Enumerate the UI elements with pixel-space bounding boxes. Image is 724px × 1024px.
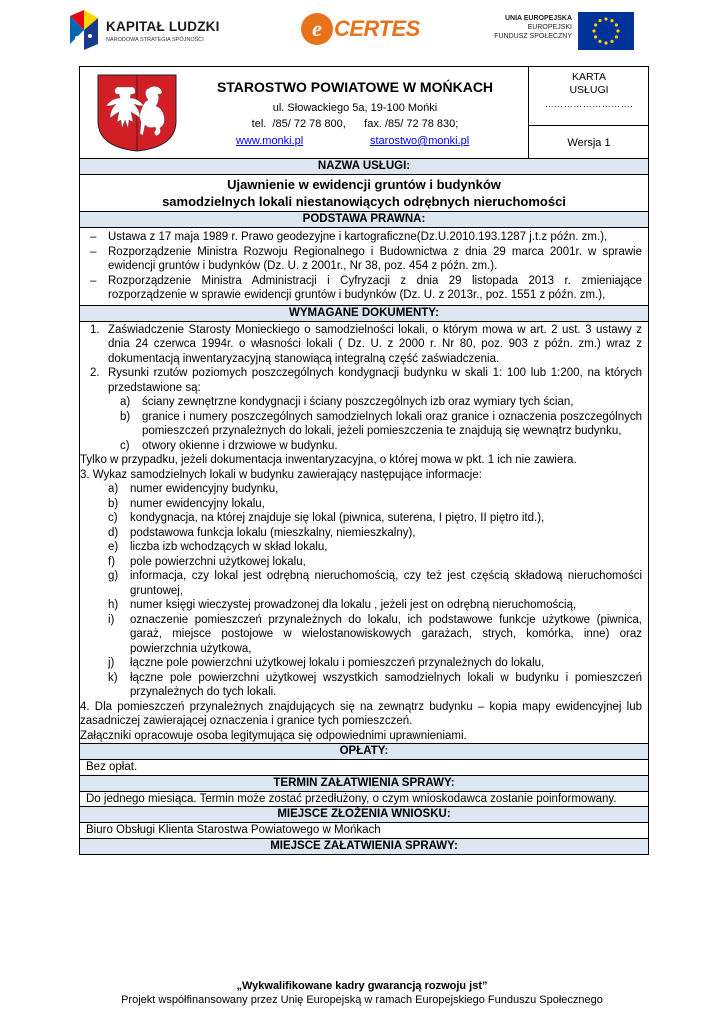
list-item: h) numer księgi wieczystej prowadzonej dla lokalu , jeżeli jest on odrębną nieruchomością, — [108, 599, 577, 611]
premises-info-list — [86, 482, 642, 700]
submission-text: Biuro Obsługi Klienta Starostwa Powiatowego w Mońkach — [79, 823, 649, 838]
documents-heading: WYMAGANE DOKUMENTY: — [79, 305, 649, 322]
deadline-text: Do jednego miesiąca. Termin może zostać przedłużony, o czym wnioskodawca zostanie poinformowany. — [79, 792, 649, 807]
drawings-list — [86, 395, 642, 453]
card-label: KARTA USŁUGI — [569, 71, 609, 96]
list-item: – Ustawa z 17 maja 1989 r. Prawo geodezyjne i kartograficzne(Dz.U.2010.193.1287 j.t.z późn. zm.), — [86, 230, 642, 245]
kapital-ludzki-mark-icon — [68, 8, 102, 52]
legal-basis-list — [86, 228, 642, 305]
legal-basis-heading: PODSTAWA PRAWNA: — [79, 211, 649, 228]
list-item: b) numer ewidencyjny lokalu, — [108, 497, 265, 510]
list-item: – Rozporządzenie Ministra Administracji i Cyfryzacji z dnia 29 listopada 2013 r. zmieniające rozporządzenie w sprawie ewidencji gruntów i budynków (Dz. U. z 2013r., poz. 1551 z późn. zm.), — [86, 274, 642, 303]
certes-e-icon — [300, 12, 334, 46]
list-item: – Rozporządzenie Ministra Rozwoju Regionalnego i Budownictwa z dnia 29 marca 2001r. w sprawie ewidencji gruntów i budynków (Dz. U. z 2001r., Nr 38, poz. 454 z późn. zm.). — [86, 245, 642, 274]
eu-logo — [494, 12, 634, 50]
kapital-ludzki-title: KAPITAŁ LUDZKI — [106, 19, 220, 34]
eu-star-icon — [594, 23, 597, 26]
document-item-4: 4. Dla pomieszczeń przynależnych znajdujących się na zewnątrz budynku – kopia mapy ewidencyjnej lub zasadniczej zawierającej oznaczenia i granice tych pomieszczeń. — [80, 700, 642, 727]
logo-bar — [0, 0, 724, 62]
deadline-heading: TERMIN ZAŁATWIENIA SPRAWY: — [79, 775, 649, 792]
list-item: a) ściany zewnętrzne kondygnacji i ściany poszczególnych izb oraz wymiary tych ścian, — [120, 396, 574, 408]
list-item: c) kondygnacja, na której znajduje się lokal (piwnica, suterena, I piętro, II piętro itd.), — [108, 512, 545, 524]
list-item: i) oznaczenie pomieszczeń przynależnych do lokalu, ich podstawowe funkcje użytkowe (piwnica, garaż, miejsce postojowe w wielostanowiskowych garażach, strych, komórka, inne) oraz powierzchnia użytkowa, — [108, 613, 642, 655]
list-item: k) łączne pole powierzchni użytkowej wszystkich samodzielnych lokali w budynku i pomieszczeń przynależnych do tych lokali. — [108, 671, 642, 698]
handling-heading: MIEJSCE ZAŁATWIENIA SPRAWY: — [79, 838, 649, 855]
list-item: j) łączne pole powierzchni użytkowej lokalu i pomieszczeń przynależnych do lokalu, — [108, 657, 545, 669]
office-title: STAROSTWO POWIATOWE W MOŃKACH — [216, 79, 494, 95]
service-name-heading: NAZWA USŁUGI: — [79, 159, 649, 175]
eu-star-icon — [616, 29, 619, 32]
fees-text: Bez opłat. — [79, 760, 649, 775]
eu-star-icon — [604, 17, 607, 20]
eu-star-icon — [598, 19, 601, 22]
document-item-2: 2. Rysunki rzutów poziomych poszczególnych kondygnacji budynku w skali 1: 100 lub 1:200, na których przedstawione są: — [90, 367, 642, 394]
documents — [79, 322, 649, 744]
submission-heading: MIEJSCE ZŁOŻENIA WNIOSKU: — [79, 806, 649, 823]
kapital-ludzki-subtitle: NARODOWA STRATEGIA SPÓJNOŚCI — [106, 37, 204, 43]
list-item: d) podstawowa funkcja lokalu (mieszkalny, niemieszkalny), — [108, 526, 416, 539]
eu-star-icon — [610, 19, 613, 22]
documents-note: Tylko w przypadku, jeżeli dokumentacja inwentaryzacyjna, o której mowa w pkt. 1 ich nie zawiera. — [80, 454, 577, 466]
card-info — [528, 67, 649, 158]
eu-star-icon — [594, 35, 597, 38]
document-item-3: 3. Wykaz samodzielnych lokali w budynku zawierający następujące informacje: — [80, 468, 482, 481]
fees-heading: OPŁATY: — [79, 743, 649, 760]
eu-star-icon — [610, 40, 613, 43]
divider — [529, 125, 649, 126]
footer-project: Projekt współfinansowany przez Unię Europejską w ramach Europejskiego Funduszu Społecznego — [121, 994, 603, 1006]
list-item: e) liczba izb wchodzących w skład lokalu, — [108, 541, 328, 553]
certes-logo — [300, 10, 420, 50]
eu-star-icon — [615, 35, 618, 38]
list-item: c) otwory okienne i drzwiowe w budynku. — [120, 439, 338, 452]
eu-flag-icon — [578, 12, 634, 50]
eu-star-icon — [615, 23, 618, 26]
svg-text:e: e — [312, 16, 322, 41]
eu-star-icon — [592, 29, 595, 32]
card-number-placeholder: ………………………. — [544, 99, 634, 109]
document-item-1: 1. Zaświadczenie Starosty Monieckiego o samodzielności lokali, o którym mowa w art. 2 ust. 3 ustawy z dnia 24 czerwca 1994r. o własności lokali ( Dz. U. z 2000 r. Nr 80, poz. 903 z późn. zm.) wraz z dokumentacją inwentaryzacyjną stanowiącą integralną część zaświadczenia. — [90, 323, 642, 365]
list-item: f) pole powierzchni użytkowej lokalu, — [108, 555, 306, 568]
office-address: ul. Słowackiego 5a, 19-100 Mońki — [272, 102, 438, 114]
kapital-ludzki-logo — [68, 8, 218, 52]
attachments-note: Załączniki opracowuje osoba legitymująca się odpowiednimi uprawnieniami. — [80, 729, 467, 742]
certes-wordmark: CERTES — [334, 16, 420, 41]
website-link[interactable]: www.monki.pl — [236, 135, 304, 147]
coat-of-arms-icon — [96, 73, 178, 153]
footer-slogan: „Wykwalifikowane kadry gwarancją rozwoju jst” — [236, 980, 488, 992]
office-header — [79, 66, 649, 159]
eu-star-icon — [598, 40, 601, 43]
list-item: g) informacja, czy lokal jest odrębną nieruchomością, czy też jest częścią składową nieruchomości gruntowej, — [108, 570, 642, 597]
eu-star-icon — [604, 41, 607, 44]
version-label: Wersja 1 — [567, 137, 611, 149]
list-item: a) numer ewidencyjny budynku, — [108, 483, 279, 495]
service-name: Ujawnienie w ewidencji gruntów i budynków samodzielnych lokali niestanowiących odrębnych nieruchomości — [79, 175, 649, 211]
email-link[interactable]: starostwo@monki.pl — [370, 135, 470, 147]
legal-basis — [79, 228, 649, 305]
eu-text: UNIA EUROPEJSKA EUROPEJSKI FUNDUSZ SPOŁECZNY — [494, 15, 572, 40]
office-phone-fax: tel. /85/ 72 78 800, fax. /85/ 72 78 830; — [251, 118, 459, 130]
service-card — [79, 159, 649, 855]
list-item: b) granice i numery poszczególnych samodzielnych lokali oraz granice i oznaczenia poszczególnych pomieszczeń przynależnych do lokali, jeżeli pomieszczenia te znajdują się wewnątrz budynku, — [120, 410, 642, 437]
